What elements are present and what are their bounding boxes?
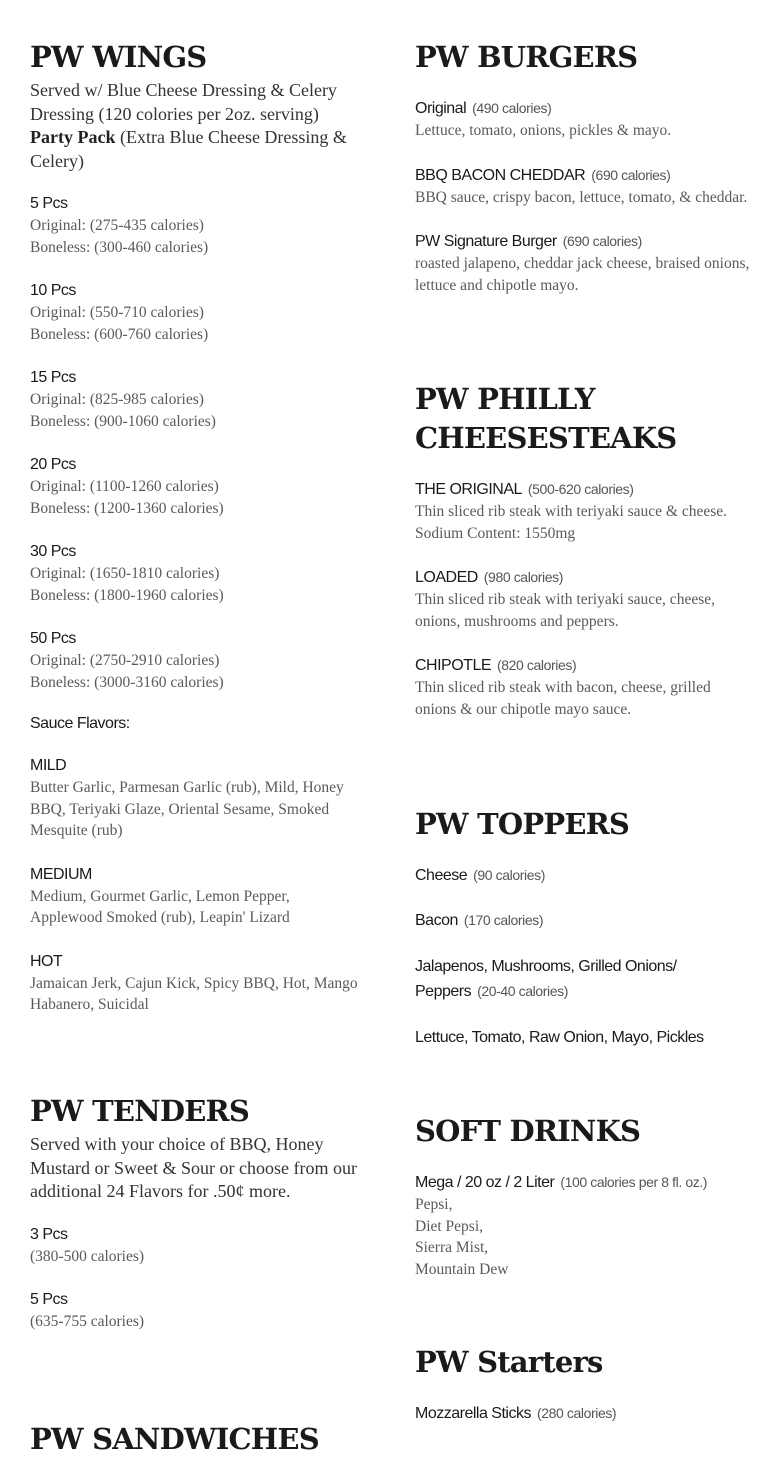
philly-title-line1: PW PHILLY	[415, 382, 595, 416]
wings-item-original: Original: (2750-2910 calories)	[30, 652, 220, 669]
wings-item-name: 10 Pcs	[30, 282, 76, 299]
drinks-name: Mega / 20 oz / 2 Liter	[415, 1174, 555, 1191]
wings-item-original: Original: (825-985 calories)	[30, 391, 204, 408]
toppers-item	[415, 1026, 750, 1049]
wings-item-name: 50 Pcs	[30, 630, 76, 647]
sauce-group	[30, 951, 365, 1016]
burgers-item-desc: roasted jalapeno, cheddar jack cheese, braised onions, lettuce and chipotle mayo.	[415, 255, 750, 294]
philly-item	[415, 478, 750, 544]
wings-item-boneless: Boneless: (600-760 calories)	[30, 325, 209, 343]
toppers-item-calories: (90 calories)	[473, 867, 545, 883]
philly-item-calories: (980 calories)	[483, 569, 564, 585]
toppers-item-name: Jalapenos, Mushrooms, Grilled Onions/ Peppers	[415, 958, 677, 1000]
sandwiches-title: PW SANDWICHES	[30, 1422, 319, 1456]
toppers-item-name: Cheese	[415, 867, 468, 884]
sauce-flavors: Medium, Gourmet Garlic, Lemon Pepper, Applewood Smoked (rub), Leapin' Lizard	[30, 887, 290, 926]
toppers-section	[415, 805, 750, 1049]
burgers-item-calories: (490 calories)	[472, 100, 552, 116]
wings-item	[30, 541, 365, 606]
toppers-title: PW TOPPERS	[415, 807, 630, 841]
philly-title-line2: CHEESESTEAKS	[415, 421, 677, 455]
drinks-list-item: Sierra Mist,	[415, 1239, 489, 1256]
wings-item-original: Original: (275-435 calories)	[30, 217, 204, 234]
wings-item-boneless: Boneless: (3000-3160 calories)	[30, 673, 224, 691]
burgers-item-name: Original	[415, 100, 467, 117]
philly-item	[415, 654, 750, 720]
wings-item-boneless: Boneless: (900-1060 calories)	[30, 412, 216, 430]
philly-item-name: CHIPOTLE	[415, 657, 492, 674]
toppers-item	[415, 954, 750, 1004]
wings-section	[30, 38, 365, 1016]
starters-item	[415, 1402, 750, 1425]
drinks-calories: (100 calories per 8 fl. oz.)	[560, 1174, 708, 1190]
wings-item	[30, 367, 365, 432]
philly-item-desc: Thin sliced rib steak with bacon, cheese, grilled onions & our chipotle mayo sauce.	[415, 679, 711, 718]
sandwiches-section	[30, 1420, 365, 1459]
wings-item-original: Original: (550-710 calories)	[30, 304, 204, 321]
burgers-section	[415, 38, 750, 296]
tenders-item-name: 3 Pcs	[30, 1225, 68, 1243]
wings-item-original: Original: (1100-1260 calories)	[30, 478, 219, 495]
tenders-intro: Served with your choice of BBQ, Honey Mustard or Sweet & Sour or choose from our additional 24 Flavors for .50¢ more.	[30, 1134, 357, 1201]
tenders-item-calories: (635-755 calories)	[30, 1313, 145, 1330]
drinks-list-item: Diet Pepsi,	[415, 1217, 484, 1235]
tenders-item	[30, 1224, 365, 1268]
sauce-flavors: Butter Garlic, Parmesan Garlic (rub), Mild, Honey BBQ, Teriyaki Glaze, Oriental Sesame, Smoked Mesquite (rub)	[30, 779, 344, 839]
wings-item	[30, 193, 365, 258]
starters-item-name: Mozzarella Sticks	[415, 1405, 531, 1422]
starters-title: PW Starters	[415, 1345, 603, 1379]
burgers-item	[415, 230, 750, 296]
burgers-item	[415, 164, 750, 209]
wings-item-boneless: Boneless: (1800-1960 calories)	[30, 586, 224, 604]
philly-item-sodium: Sodium Content: 1550mg	[415, 524, 576, 542]
philly-item-desc: Thin sliced rib steak with teriyaki sauce, cheese, onions, mushrooms and peppers.	[415, 591, 715, 630]
sauce-level: MEDIUM	[30, 865, 92, 883]
philly-item-desc: Thin sliced rib steak with teriyaki sauce & cheese.	[415, 503, 728, 520]
drinks-title: SOFT DRINKS	[415, 1114, 641, 1148]
wings-title: PW WINGS	[30, 40, 207, 74]
wings-intro-text: Served w/ Blue Cheese Dressing & Celery Dressing (120 colories per 2oz. serving)	[30, 80, 337, 124]
philly-item-name: LOADED	[415, 569, 478, 586]
burgers-item-calories: (690 calories)	[591, 166, 671, 183]
philly-item	[415, 566, 750, 632]
wings-item	[30, 454, 365, 519]
sauce-level: MILD	[30, 757, 67, 774]
burgers-item	[415, 97, 750, 142]
toppers-item-name: Bacon	[415, 912, 458, 929]
toppers-item-calories: (170 calories)	[463, 912, 544, 928]
wings-item-boneless: Boneless: (300-460 calories)	[30, 238, 209, 256]
toppers-item-calories: (20-40 calories)	[477, 983, 568, 999]
wings-item-name: 20 Pcs	[30, 456, 76, 473]
toppers-item	[415, 864, 750, 887]
wings-item-boneless: Boneless: (1200-1360 calories)	[30, 499, 224, 517]
burgers-item-name: PW Signature Burger	[415, 233, 557, 250]
wings-item	[30, 280, 365, 345]
wings-item-name: 30 Pcs	[30, 543, 76, 560]
drinks-list-item: Mountain Dew	[415, 1260, 509, 1278]
philly-item-name: THE ORIGINAL	[415, 481, 522, 498]
wings-item	[30, 628, 365, 693]
tenders-item-name: 5 Pcs	[30, 1291, 68, 1308]
burgers-item-desc: BBQ sauce, crispy bacon, lettuce, tomato, & cheddar.	[415, 188, 748, 206]
burgers-item-calories: (690 calories)	[562, 233, 642, 249]
starters-item-calories: (280 calories)	[536, 1405, 617, 1421]
wings-item-name: 15 Pcs	[30, 369, 76, 386]
wings-item-original: Original: (1650-1810 calories)	[30, 565, 220, 582]
sauce-flavors: Jamaican Jerk, Cajun Kick, Spicy BBQ, Hot, Mango Habanero, Suicidal	[30, 974, 358, 1013]
burgers-title: PW BURGERS	[415, 40, 638, 74]
toppers-item-name: Lettuce, Tomato, Raw Onion, Mayo, Pickles	[415, 1029, 704, 1046]
burgers-item-name: BBQ BACON CHEDDAR	[415, 166, 586, 184]
wings-item-name: 5 Pcs	[30, 195, 68, 212]
wings-party-pack: Party Pack	[30, 127, 116, 147]
philly-item-calories: (820 calories)	[497, 657, 577, 673]
toppers-item	[415, 909, 750, 932]
tenders-section	[30, 1092, 365, 1333]
sauce-group	[30, 864, 365, 929]
starters-section	[415, 1343, 750, 1425]
wings-intro	[30, 79, 365, 173]
drinks-list-item: Pepsi,	[415, 1196, 453, 1213]
sauce-group	[30, 755, 365, 842]
tenders-item	[30, 1289, 365, 1333]
sauce-flavors-heading: Sauce Flavors:	[30, 715, 130, 732]
burgers-item-desc: Lettuce, tomato, onions, pickles & mayo.	[415, 122, 672, 139]
tenders-item-calories: (380-500 calories)	[30, 1247, 145, 1265]
philly-title	[415, 380, 750, 458]
philly-item-calories: (500-620 calories)	[527, 481, 634, 497]
drinks-section	[415, 1112, 750, 1280]
sauce-level: HOT	[30, 952, 63, 970]
tenders-title: PW TENDERS	[30, 1094, 249, 1128]
wings-party-pack-suffix: (Extra Blue Cheese Dressing & Celery)	[30, 127, 347, 171]
philly-section	[415, 380, 750, 720]
